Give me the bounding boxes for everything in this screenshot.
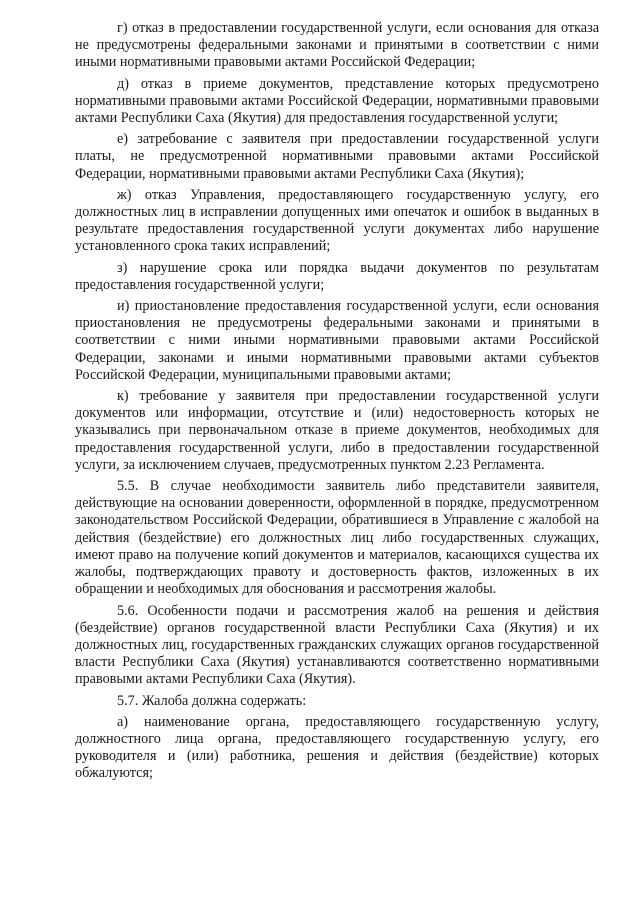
paragraph-z-deadline-violation: з) нарушение срока или порядка выдачи документов по результатам предоставления государственной услуги; xyxy=(75,259,599,293)
document-page xyxy=(75,20,599,787)
paragraph-zh-refusal-to-correct-errors: ж) отказ Управления, предоставляющего государственную услугу, его должностных лиц в исправлении допущенных ими опечаток и ошибок в выданных в результате предоставления государственной услуги документах либо нарушение установленного срока таких исправлений; xyxy=(75,186,599,255)
paragraph-d-refusal-to-accept-documents: д) отказ в приеме документов, представление которых предусмотрено нормативными правовыми актами Российской Федерации, нормативными правовыми актами Республики Саха (Якутия) для предоставления государственной услуги; xyxy=(75,75,599,127)
paragraph-5-5-right-to-copies: 5.5. В случае необходимости заявитель либо представители заявителя, действующие на основании доверенности, оформленной в порядке, предусмотренном законодательством Российской Федерации, обратившиеся в Управление с жалобой на действия (бездействие) его должностных лиц либо государственных служащих, имеют право на получение копий документов и материалов, касающихся существа их жалобы, подтверждающих правоту и достоверность фактов, изложенных в их обращении и необходимых для обоснования и рассмотрения жалобы. xyxy=(75,478,599,598)
paragraph-a-authority-name: а) наименование органа, предоставляющего государственную услугу, должностного лица органа, предоставляющего государственную услугу, его руководителя и (или) работника, решения и действия (бездействие) которых обжалуются; xyxy=(75,713,599,782)
paragraph-i-suspension-of-service: и) приостановление предоставления государственной услуги, если основания приостановления не предусмотрены федеральными законами и принятыми в соответствии с ними иными нормативными правовыми актами Российской Федерации, законами и иными нормативными правовыми актами субъектов Российской Федерации, муниципальными правовыми актами; xyxy=(75,298,599,383)
paragraph-e-demanding-fee: е) затребование с заявителя при предоставлении государственной услуги платы, не предусмотренной нормативными правовыми актами Российской Федерации, нормативными правовыми актами Республики Саха (Якутия); xyxy=(75,131,599,182)
paragraph-5-7-complaint-contents: 5.7. Жалоба должна содержать: xyxy=(117,692,307,709)
paragraph-g-refusal-not-provided-by-law: г) отказ в предоставлении государственной услуги, если основания для отказа не предусмотрены федеральными законами и принятыми в соответствии с ними иными нормативными правовыми актами Российской Федерации; xyxy=(75,20,599,71)
paragraph-5-6-complaint-specifics: 5.6. Особенности подачи и рассмотрения жалоб на решения и действия (бездействие) органов государственной власти Республики Саха (Якутия) и их должностных лиц, государственных гражданских служащих органов государственной власти Республики Саха (Якутия) устанавливаются соответственно нормативными правовыми актами Республики Саха (Якутия). xyxy=(75,602,599,688)
paragraph-k-requesting-extra-documents: к) требование у заявителя при предоставлении государственной услуги документов или информации, отсутствие и (или) недостоверность которых не указывались при первоначальном отказе в приеме документов, необходимых для предоставления государственной услуги, либо в предоставлении государственной услуги, за исключением случаев, предусмотренных пунктом 2.23 Регламента. xyxy=(75,388,599,473)
